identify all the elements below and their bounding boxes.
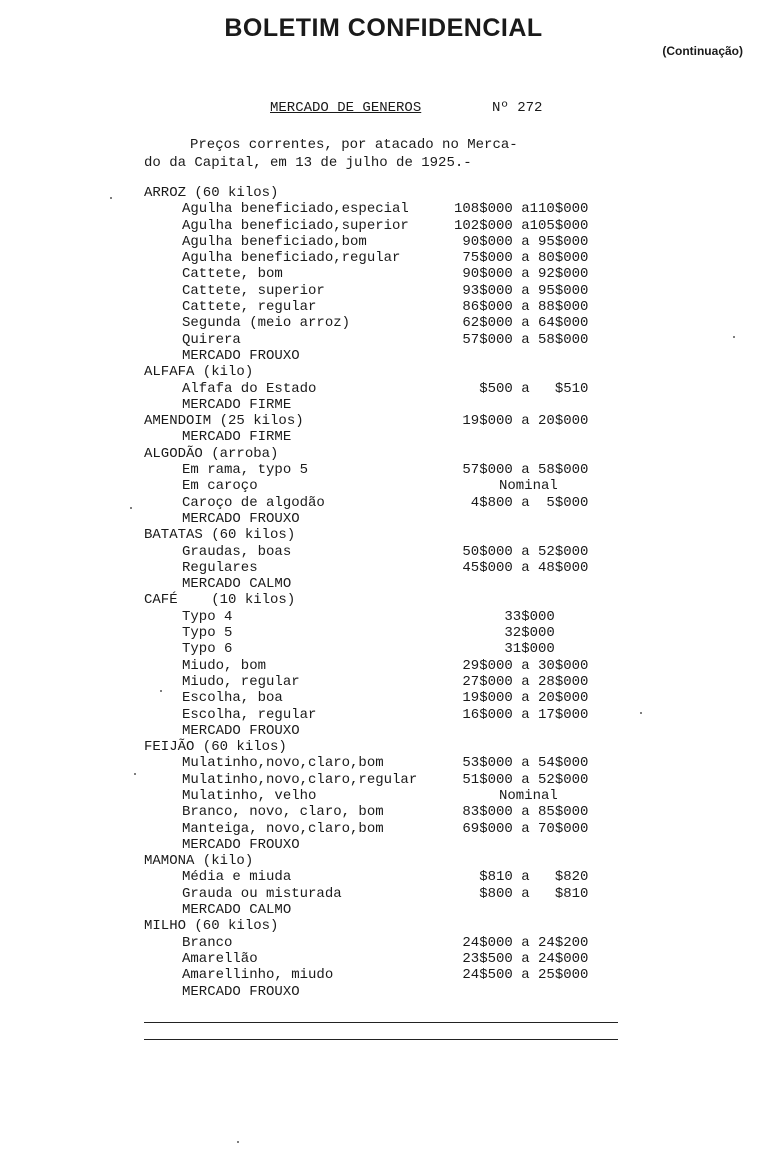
item-label: Mulatinho,novo,claro,regular xyxy=(182,771,418,788)
price-value: Nominal xyxy=(499,787,558,804)
price-row xyxy=(144,772,644,788)
price-value: 45$000 a 48$000 xyxy=(454,559,589,576)
price-row xyxy=(144,511,644,527)
price-row xyxy=(144,576,644,592)
category-label: FEIJÃO (60 kilos) xyxy=(144,739,287,756)
scan-speck xyxy=(160,690,162,692)
category-label: MAMONA (kilo) xyxy=(144,853,254,870)
category-row xyxy=(144,364,644,380)
item-label: Amarellão xyxy=(182,950,258,967)
price-row xyxy=(144,674,644,690)
category-row xyxy=(144,739,644,755)
price-row xyxy=(144,332,644,348)
price-row xyxy=(144,250,644,266)
price-row xyxy=(144,641,644,657)
price-row xyxy=(144,283,644,299)
item-label: Média e miuda xyxy=(182,869,292,886)
price-row xyxy=(144,658,644,674)
item-label: Agulha beneficiado,especial xyxy=(182,201,409,218)
item-label: Em caroço xyxy=(182,478,258,495)
price-row xyxy=(144,625,644,641)
price-value: 102$000 a105$000 xyxy=(454,217,589,234)
category-label: MILHO (60 kilos) xyxy=(144,918,279,935)
item-label: Agulha beneficiado,regular xyxy=(182,250,401,267)
price-row xyxy=(144,299,644,315)
price-row xyxy=(144,723,644,739)
price-value: 57$000 a 58$000 xyxy=(454,331,589,348)
scan-speck xyxy=(130,507,132,509)
scan-speck xyxy=(733,336,735,338)
item-label: Quirera xyxy=(182,331,241,348)
price-row xyxy=(144,429,644,445)
item-label: Grauda ou misturada xyxy=(182,885,342,902)
price-value: 50$000 a 52$000 xyxy=(454,543,589,560)
price-row xyxy=(144,462,644,478)
price-row xyxy=(144,381,644,397)
price-row xyxy=(144,788,644,804)
price-row xyxy=(144,951,644,967)
price-value: 93$000 a 95$000 xyxy=(454,282,589,299)
item-label: Typo 6 xyxy=(182,641,233,658)
item-label: Typo 5 xyxy=(182,625,233,642)
price-row xyxy=(144,201,644,217)
item-label: Amarellinho, miudo xyxy=(182,967,334,984)
bulletin-number: Nº 272 xyxy=(492,100,543,116)
price-row xyxy=(144,935,644,951)
price-value: 62$000 a 64$000 xyxy=(454,315,589,332)
price-row xyxy=(144,821,644,837)
category-row xyxy=(144,413,644,429)
scan-speck xyxy=(237,1141,239,1143)
item-label: Agulha beneficiado,superior xyxy=(182,217,409,234)
price-value: 86$000 a 88$000 xyxy=(454,299,589,316)
price-value: 31$000 xyxy=(454,641,555,658)
price-value: 33$000 xyxy=(454,608,555,625)
item-label: Graudas, boas xyxy=(182,543,292,560)
price-row xyxy=(144,967,644,983)
item-label: MERCADO FIRME xyxy=(182,396,292,413)
item-label: Alfafa do Estado xyxy=(182,380,317,397)
category-row xyxy=(144,592,644,608)
price-row xyxy=(144,544,644,560)
price-value: 27$000 a 28$000 xyxy=(454,673,589,690)
price-row xyxy=(144,560,644,576)
price-value: 19$000 a 20$000 xyxy=(454,413,589,430)
item-label: MERCADO CALMO xyxy=(182,576,292,593)
price-value: 16$000 a 17$000 xyxy=(454,706,589,723)
item-label: Mulatinho,novo,claro,bom xyxy=(182,755,384,772)
price-row xyxy=(144,804,644,820)
item-label: Escolha, boa xyxy=(182,690,283,707)
section-heading xyxy=(270,100,570,116)
category-row xyxy=(144,918,644,934)
intro-line-1: Preços correntes, por atacado no Merca- xyxy=(190,137,518,153)
price-value: 69$000 a 70$000 xyxy=(454,820,589,837)
item-label: Mulatinho, velho xyxy=(182,787,317,804)
price-value: 90$000 a 92$000 xyxy=(454,266,589,283)
price-row xyxy=(144,478,644,494)
item-label: Miudo, regular xyxy=(182,673,300,690)
price-value: $810 a $820 xyxy=(454,869,589,886)
price-row xyxy=(144,397,644,413)
item-label: MERCADO FROUXO xyxy=(182,836,300,853)
price-value: 24$500 a 25$000 xyxy=(454,967,589,984)
category-row xyxy=(144,853,644,869)
divider-line xyxy=(144,1022,618,1023)
price-row xyxy=(144,886,644,902)
price-value: 83$000 a 85$000 xyxy=(454,804,589,821)
price-row xyxy=(144,869,644,885)
item-label: MERCADO FROUXO xyxy=(182,510,300,527)
price-value: 24$000 a 24$200 xyxy=(454,934,589,951)
price-value: 19$000 a 20$000 xyxy=(454,690,589,707)
price-row xyxy=(144,234,644,250)
price-row xyxy=(144,707,644,723)
price-row xyxy=(144,315,644,331)
item-label: Escolha, regular xyxy=(182,706,317,723)
price-value: 32$000 xyxy=(454,625,555,642)
price-value: 57$000 a 58$000 xyxy=(454,462,589,479)
category-label: AMENDOIM (25 kilos) xyxy=(144,413,304,430)
price-value: 4$800 a 5$000 xyxy=(454,494,589,511)
item-label: MERCADO FIRME xyxy=(182,429,292,446)
price-row xyxy=(144,837,644,853)
item-label: MERCADO CALMO xyxy=(182,902,292,919)
item-label: Cattete, superior xyxy=(182,282,325,299)
category-label: CAFÉ (10 kilos) xyxy=(144,592,296,609)
scan-speck xyxy=(134,773,136,775)
item-label: MERCADO FROUXO xyxy=(182,983,300,1000)
item-label: Branco xyxy=(182,934,233,951)
item-label: Typo 4 xyxy=(182,608,233,625)
item-label: Caroço de algodão xyxy=(182,494,325,511)
item-label: MERCADO FROUXO xyxy=(182,722,300,739)
item-label: Miudo, bom xyxy=(182,657,267,674)
price-row xyxy=(144,984,644,1000)
item-label: Regulares xyxy=(182,559,258,576)
item-label: Agulha beneficiado,bom xyxy=(182,233,367,250)
scan-speck xyxy=(110,197,112,199)
item-label: Segunda (meio arroz) xyxy=(182,315,351,332)
price-row xyxy=(144,218,644,234)
intro-paragraph xyxy=(144,136,584,172)
category-row xyxy=(144,446,644,462)
category-row xyxy=(144,185,644,201)
price-list xyxy=(144,185,644,1000)
price-value: 53$000 a 54$000 xyxy=(454,755,589,772)
price-value: 90$000 a 95$000 xyxy=(454,233,589,250)
price-row xyxy=(144,690,644,706)
price-value: 23$500 a 24$000 xyxy=(454,950,589,967)
category-label: ARROZ (60 kilos) xyxy=(144,185,279,201)
price-row xyxy=(144,609,644,625)
category-row xyxy=(144,527,644,543)
category-label: ALFAFA (kilo) xyxy=(144,364,254,381)
scan-speck xyxy=(640,712,642,714)
price-value: 51$000 a 52$000 xyxy=(454,771,589,788)
category-label: BATATAS (60 kilos) xyxy=(144,527,296,544)
continuation-label: (Continuação) xyxy=(662,44,743,58)
item-label: MERCADO FROUXO xyxy=(182,347,300,364)
price-row xyxy=(144,495,644,511)
item-label: Cattete, bom xyxy=(182,266,283,283)
price-value: $500 a $510 xyxy=(454,380,589,397)
price-value: 108$000 a110$000 xyxy=(454,201,589,218)
document-title: BOLETIM CONFIDENCIAL xyxy=(224,14,543,42)
price-value: Nominal xyxy=(499,478,558,495)
price-row xyxy=(144,902,644,918)
item-label: Cattete, regular xyxy=(182,299,317,316)
item-label: Branco, novo, claro, bom xyxy=(182,804,384,821)
price-value: $800 a $810 xyxy=(454,885,589,902)
price-value: 75$000 a 80$000 xyxy=(454,250,589,267)
divider-line xyxy=(144,1039,618,1040)
section-title: MERCADO DE GENEROS xyxy=(270,100,422,116)
price-row xyxy=(144,348,644,364)
price-row xyxy=(144,266,644,282)
item-label: Em rama, typo 5 xyxy=(182,462,309,479)
category-label: ALGODÃO (arroba) xyxy=(144,445,279,462)
intro-line-2: do da Capital, em 13 de julho de 1925.- xyxy=(144,155,472,171)
price-value: 29$000 a 30$000 xyxy=(454,657,589,674)
price-row xyxy=(144,755,644,771)
item-label: Manteiga, novo,claro,bom xyxy=(182,820,384,837)
